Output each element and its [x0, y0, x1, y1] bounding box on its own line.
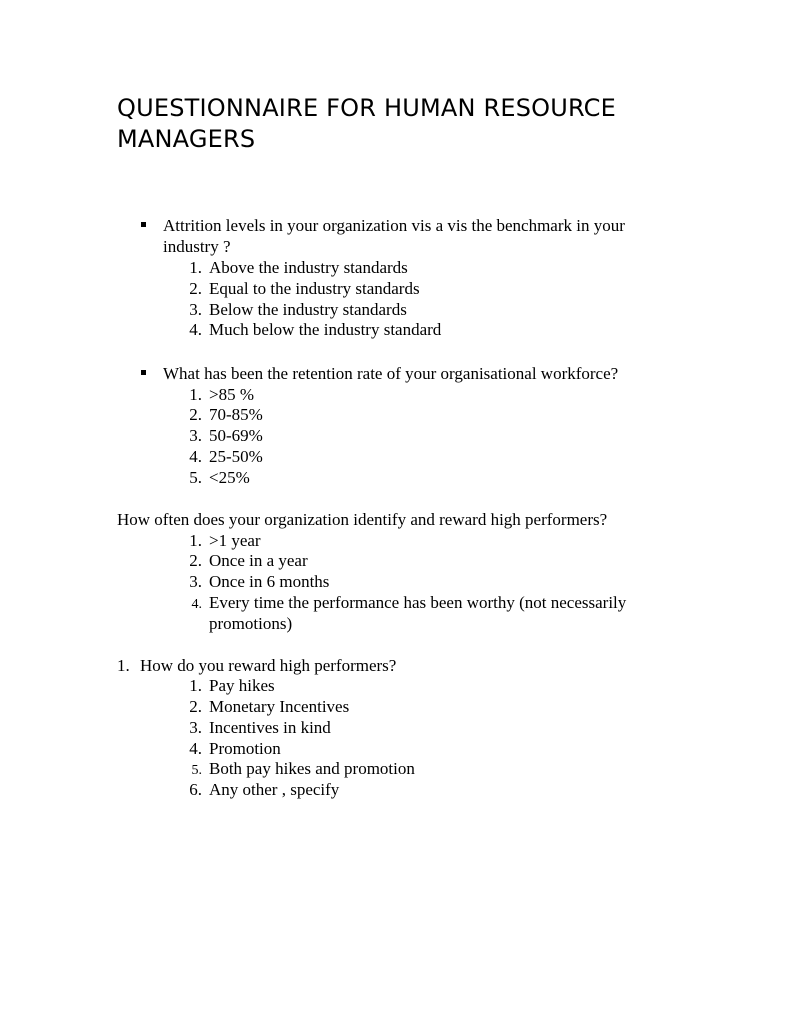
option-label: <25% [209, 468, 250, 487]
option-number: 4. [189, 447, 202, 466]
option-label-continued: promotions) [209, 614, 293, 633]
option-label: 25-50% [209, 447, 263, 466]
question-text-continued: industry ? [163, 237, 231, 256]
option-label: Much below the industry standard [209, 320, 442, 339]
question-number: 1. [117, 656, 130, 675]
option-number: 3. [189, 426, 202, 445]
option-label: 70-85% [209, 405, 263, 424]
option-label: Promotion [209, 739, 281, 758]
option-number: 1. [189, 385, 202, 404]
option-label: Once in 6 months [209, 572, 330, 591]
option-number: 1. [189, 676, 202, 695]
option-number: 2. [189, 551, 202, 570]
option-label: Once in a year [209, 551, 308, 570]
option-number: 5. [191, 763, 202, 778]
question-text: How do you reward high performers? [140, 656, 397, 675]
option-number: 2. [189, 697, 202, 716]
option-number: 3. [189, 300, 202, 319]
option-number: 2. [189, 405, 202, 424]
option-label: Incentives in kind [209, 718, 331, 737]
square-bullet-icon [141, 222, 146, 227]
option-label: Monetary Incentives [209, 697, 350, 716]
option-label: Every time the performance has been worthy (not necessarily [209, 593, 627, 612]
option-label: Pay hikes [209, 676, 275, 695]
option-label: Above the industry standards [209, 258, 408, 277]
option-label: Any other , specify [209, 780, 340, 799]
option-label: >85 % [209, 385, 254, 404]
option-label: Equal to the industry standards [209, 279, 420, 298]
option-label: >1 year [209, 531, 261, 550]
option-number: 6. [189, 780, 202, 799]
option-label: 50-69% [209, 426, 263, 445]
option-number: 3. [189, 572, 202, 591]
square-bullet-icon [141, 370, 146, 375]
question-text: What has been the retention rate of your organisational workforce? [163, 364, 619, 383]
question-text: How often does your organization identify and reward high performers? [117, 510, 608, 529]
option-number: 2. [189, 279, 202, 298]
page-title: QUESTIONNAIRE FOR HUMAN RESOURCE MANAGERS [117, 94, 617, 153]
option-label: Both pay hikes and promotion [209, 759, 415, 778]
option-number: 4. [189, 739, 202, 758]
option-number: 5. [189, 468, 202, 487]
option-number: 1. [189, 531, 202, 550]
option-number: 1. [189, 258, 202, 277]
option-number: 4. [189, 320, 202, 339]
question-text: Attrition levels in your organization vis a vis the benchmark in your [163, 216, 625, 235]
option-label: Below the industry standards [209, 300, 407, 319]
option-number: 4. [191, 597, 202, 612]
option-number: 3. [189, 718, 202, 737]
